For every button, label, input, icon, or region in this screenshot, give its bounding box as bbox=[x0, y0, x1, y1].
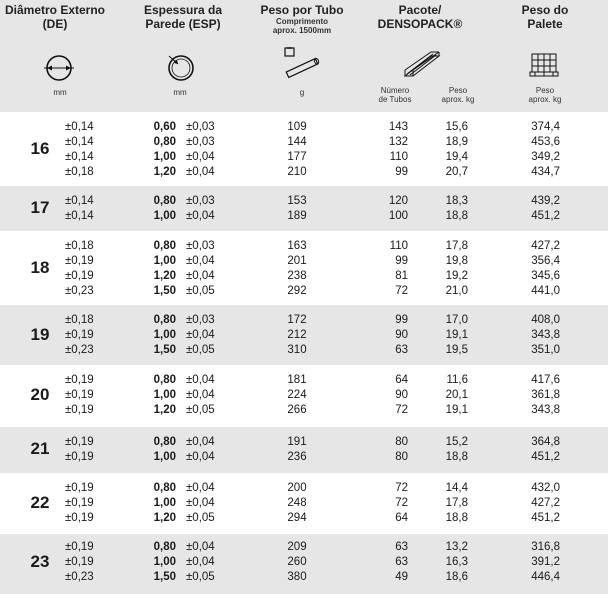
de-tolerance: ±0,14 bbox=[65, 210, 94, 222]
pack-weight: 18,8 bbox=[445, 451, 468, 463]
wall-tolerance: ±0,05 bbox=[186, 571, 215, 583]
tubes-per-pack: 99 bbox=[395, 314, 408, 326]
header-de bbox=[0, 0, 110, 31]
header-peso-title1: Peso por Tubo bbox=[260, 3, 344, 17]
wall-tolerance: ±0,04 bbox=[186, 374, 215, 386]
weight-tube-icon bbox=[282, 46, 322, 80]
pallet-weight: 451,2 bbox=[531, 451, 560, 463]
pallet-weight: 441,0 bbox=[531, 285, 560, 297]
pallet-weight: 432,0 bbox=[531, 482, 560, 494]
tubes-per-pack: 63 bbox=[395, 541, 408, 553]
table-row bbox=[0, 239, 608, 254]
tube-weight: 201 bbox=[287, 255, 307, 267]
pallet-weight: 364,8 bbox=[531, 436, 560, 448]
table-row bbox=[0, 343, 608, 358]
table-row bbox=[0, 403, 608, 418]
wall-tolerance: ±0,04 bbox=[186, 255, 215, 267]
header-pacote bbox=[360, 0, 480, 31]
de-tolerance: ±0,14 bbox=[65, 195, 94, 207]
pallet-weight: 408,0 bbox=[531, 314, 560, 326]
row-group-de-19 bbox=[0, 305, 608, 365]
table-row bbox=[0, 481, 608, 496]
wall-tolerance: ±0,04 bbox=[186, 270, 215, 282]
pack-weight: 11,6 bbox=[446, 374, 468, 386]
wall-thickness: 0,80 bbox=[153, 541, 176, 553]
pallet-weight: 356,4 bbox=[531, 255, 560, 267]
wall-tolerance: ±0,05 bbox=[186, 285, 215, 297]
tube-weight: 266 bbox=[287, 404, 307, 416]
tubes-per-pack: 80 bbox=[395, 451, 408, 463]
wall-thickness: 1,20 bbox=[153, 512, 176, 524]
tube-weight: 260 bbox=[287, 556, 307, 568]
table-row bbox=[0, 555, 608, 570]
table-row bbox=[0, 135, 608, 150]
tube-weight: 191 bbox=[287, 436, 307, 448]
de-tolerance: ±0,14 bbox=[65, 121, 94, 133]
de-tolerance: ±0,23 bbox=[65, 344, 94, 356]
table-row bbox=[0, 435, 608, 450]
tubes-per-pack: 90 bbox=[395, 389, 408, 401]
pallet-weight: 451,2 bbox=[531, 210, 560, 222]
pallet-icon bbox=[527, 50, 561, 80]
table-row bbox=[0, 328, 608, 343]
circle-diameter-icon bbox=[43, 52, 77, 84]
tube-weight: 236 bbox=[287, 451, 307, 463]
wall-tolerance: ±0,04 bbox=[186, 389, 215, 401]
table-row bbox=[0, 269, 608, 284]
de-value: 20 bbox=[30, 384, 50, 404]
de-tolerance: ±0,14 bbox=[65, 136, 94, 148]
tubes-per-pack: 72 bbox=[395, 285, 408, 297]
wall-thickness: 0,80 bbox=[153, 195, 176, 207]
tubes-per-pack: 110 bbox=[389, 151, 408, 163]
pallet-weight: 446,4 bbox=[531, 571, 560, 583]
tube-weight: 212 bbox=[287, 329, 307, 341]
header-pacote-col2a: Peso bbox=[448, 86, 468, 95]
wall-thickness: 0,80 bbox=[153, 136, 176, 148]
wall-thickness: 1,00 bbox=[153, 210, 176, 222]
tubes-per-pack: 64 bbox=[395, 512, 408, 524]
row-group-de-17 bbox=[0, 186, 608, 231]
table-row bbox=[0, 373, 608, 388]
header-de-unit: mm bbox=[53, 88, 67, 97]
wall-thickness: 0,80 bbox=[153, 482, 176, 494]
header-pacote-title1: Pacote/ bbox=[398, 3, 442, 17]
row-group-de-22 bbox=[0, 473, 608, 534]
wall-thickness: 1,00 bbox=[153, 451, 176, 463]
pack-weight: 18,8 bbox=[445, 512, 468, 524]
de-tolerance: ±0,14 bbox=[65, 151, 94, 163]
header-pacote-ntubos bbox=[370, 86, 420, 104]
header-pacote-col2b: aprox. kg bbox=[441, 95, 475, 104]
table-row bbox=[0, 540, 608, 555]
wall-tolerance: ±0,03 bbox=[186, 195, 215, 207]
de-tolerance: ±0,18 bbox=[65, 166, 94, 178]
pallet-weight: 349,2 bbox=[531, 151, 560, 163]
tube-weight: 177 bbox=[287, 151, 307, 163]
wall-thickness: 1,00 bbox=[153, 497, 176, 509]
pack-weight: 17,8 bbox=[445, 240, 468, 252]
de-value: 21 bbox=[30, 439, 50, 458]
wall-tolerance: ±0,03 bbox=[186, 240, 215, 252]
header-peso-sub2: aprox. 1500mm bbox=[272, 26, 332, 35]
tube-weight: 380 bbox=[287, 571, 307, 583]
de-tolerance: ±0,18 bbox=[65, 240, 94, 252]
header-esp-title2: Parede (ESP) bbox=[145, 17, 221, 31]
tube-weight: 310 bbox=[287, 344, 307, 356]
wall-tolerance: ±0,03 bbox=[186, 121, 215, 133]
table-header bbox=[0, 0, 608, 112]
wall-thickness: 1,00 bbox=[153, 151, 176, 163]
wall-tolerance: ±0,04 bbox=[186, 497, 215, 509]
pallet-weight: 316,8 bbox=[531, 541, 560, 553]
pallet-weight: 451,2 bbox=[531, 512, 560, 524]
header-esp bbox=[128, 0, 238, 31]
table-row bbox=[0, 284, 608, 299]
tube-weight: 224 bbox=[287, 389, 307, 401]
pack-weight: 21,0 bbox=[445, 285, 468, 297]
tubes-per-pack: 143 bbox=[388, 121, 408, 133]
de-tolerance: ±0,19 bbox=[65, 512, 94, 524]
table-row bbox=[0, 194, 608, 209]
pack-weight: 19,8 bbox=[445, 255, 468, 267]
wall-thickness-icon bbox=[165, 52, 199, 84]
tube-weight: 189 bbox=[287, 210, 307, 222]
wall-thickness: 1,00 bbox=[153, 389, 176, 401]
wall-tolerance: ±0,04 bbox=[186, 436, 215, 448]
pack-weight: 19,2 bbox=[445, 270, 468, 282]
wall-thickness: 1,20 bbox=[153, 404, 176, 416]
header-peso-sub1: Comprimento bbox=[276, 17, 328, 26]
table-row bbox=[0, 388, 608, 403]
row-group-de-16 bbox=[0, 113, 608, 186]
de-tolerance: ±0,19 bbox=[65, 389, 94, 401]
de-tolerance: ±0,19 bbox=[65, 482, 94, 494]
header-palete-sub2: aprox. kg bbox=[528, 95, 562, 104]
wall-thickness: 0,80 bbox=[153, 240, 176, 252]
pallet-weight: 439,2 bbox=[531, 195, 560, 207]
de-value: 23 bbox=[30, 551, 50, 571]
table-row bbox=[0, 450, 608, 465]
tube-weight: 209 bbox=[287, 541, 307, 553]
pallet-weight: 343,8 bbox=[531, 404, 560, 416]
wall-thickness: 1,00 bbox=[153, 255, 176, 267]
wall-tolerance: ±0,04 bbox=[186, 556, 215, 568]
pack-weight: 15,2 bbox=[445, 436, 468, 448]
tubes-per-pack: 90 bbox=[395, 329, 408, 341]
wall-thickness: 0,80 bbox=[153, 436, 176, 448]
row-group-de-23 bbox=[0, 534, 608, 594]
row-group-de-21 bbox=[0, 427, 608, 473]
de-tolerance: ±0,19 bbox=[65, 541, 94, 553]
tube-weight: 153 bbox=[287, 195, 307, 207]
pallet-weight: 417,6 bbox=[531, 374, 560, 386]
de-value: 16 bbox=[30, 139, 50, 158]
pack-weight: 18,3 bbox=[445, 195, 468, 207]
de-value: 22 bbox=[30, 492, 50, 512]
header-esp-unit: mm bbox=[173, 88, 187, 97]
de-value: 19 bbox=[30, 324, 50, 344]
wall-thickness: 0,80 bbox=[153, 374, 176, 386]
tubes-per-pack: 49 bbox=[395, 571, 408, 583]
wall-tolerance: ±0,03 bbox=[186, 314, 215, 326]
tube-weight: 238 bbox=[287, 270, 307, 282]
row-group-de-18 bbox=[0, 231, 608, 305]
pack-weight: 16,3 bbox=[445, 556, 468, 568]
pack-weight: 20,7 bbox=[445, 166, 468, 178]
tubes-per-pack: 72 bbox=[395, 404, 408, 416]
tube-weight: 292 bbox=[287, 285, 307, 297]
pack-weight: 17,0 bbox=[445, 314, 468, 326]
wall-tolerance: ±0,05 bbox=[186, 404, 215, 416]
de-tolerance: ±0,19 bbox=[65, 255, 94, 267]
pack-weight: 19,1 bbox=[445, 404, 468, 416]
tube-weight: 109 bbox=[287, 121, 307, 133]
de-tolerance: ±0,18 bbox=[65, 314, 94, 326]
pack-weight: 20,1 bbox=[445, 389, 468, 401]
tube-weight: 248 bbox=[287, 497, 307, 509]
tubes-per-pack: 99 bbox=[395, 255, 408, 267]
tube-weight: 181 bbox=[287, 374, 307, 386]
wall-tolerance: ±0,05 bbox=[186, 344, 215, 356]
wall-thickness: 1,00 bbox=[153, 556, 176, 568]
tube-weight: 294 bbox=[287, 512, 307, 524]
pack-weight: 15,6 bbox=[445, 121, 468, 133]
table-row bbox=[0, 165, 608, 180]
pallet-weight: 453,6 bbox=[531, 136, 560, 148]
pallet-weight: 427,2 bbox=[531, 497, 560, 509]
de-tolerance: ±0,23 bbox=[65, 571, 94, 583]
pack-weight: 19,1 bbox=[445, 329, 468, 341]
pallet-weight: 343,8 bbox=[531, 329, 560, 341]
header-palete-sub1: Peso bbox=[535, 86, 555, 95]
pallet-weight: 351,0 bbox=[531, 344, 560, 356]
table-row bbox=[0, 496, 608, 511]
de-tolerance: ±0,23 bbox=[65, 285, 94, 297]
pack-weight: 13,2 bbox=[445, 541, 468, 553]
table-row bbox=[0, 150, 608, 165]
tube-weight: 163 bbox=[287, 240, 307, 252]
header-de-title2: (DE) bbox=[42, 17, 68, 31]
header-pacote-col1b: de Tubos bbox=[378, 95, 412, 104]
table-row bbox=[0, 313, 608, 328]
de-tolerance: ±0,19 bbox=[65, 497, 94, 509]
table-row bbox=[0, 570, 608, 585]
wall-tolerance: ±0,04 bbox=[186, 329, 215, 341]
header-palete-title2: Palete bbox=[527, 17, 563, 31]
table-row bbox=[0, 120, 608, 135]
de-value: 17 bbox=[30, 198, 50, 217]
wall-tolerance: ±0,04 bbox=[186, 166, 215, 178]
tube-weight: 200 bbox=[287, 482, 307, 494]
tubes-per-pack: 110 bbox=[389, 240, 408, 252]
wall-thickness: 0,80 bbox=[153, 314, 176, 326]
wall-tolerance: ±0,04 bbox=[186, 451, 215, 463]
pack-weight: 14,4 bbox=[445, 482, 468, 494]
wall-thickness: 1,50 bbox=[153, 344, 176, 356]
pallet-weight: 434,7 bbox=[531, 166, 560, 178]
tubes-per-pack: 81 bbox=[395, 270, 408, 282]
header-peso bbox=[252, 0, 352, 35]
pallet-weight: 361,8 bbox=[531, 389, 560, 401]
tube-bundle-icon bbox=[403, 50, 441, 80]
wall-tolerance: ±0,04 bbox=[186, 151, 215, 163]
de-value: 18 bbox=[30, 258, 50, 277]
pack-weight: 18,9 bbox=[445, 136, 468, 148]
tubes-per-pack: 64 bbox=[395, 374, 408, 386]
table-row bbox=[0, 511, 608, 526]
de-tolerance: ±0,19 bbox=[65, 404, 94, 416]
header-pacote-peso bbox=[433, 86, 483, 104]
pack-weight: 19,4 bbox=[445, 151, 468, 163]
wall-thickness: 1,20 bbox=[153, 166, 176, 178]
tubes-per-pack: 100 bbox=[388, 210, 408, 222]
tubes-per-pack: 63 bbox=[395, 344, 408, 356]
wall-thickness: 1,00 bbox=[153, 329, 176, 341]
de-tolerance: ±0,19 bbox=[65, 374, 94, 386]
wall-tolerance: ±0,05 bbox=[186, 512, 215, 524]
pack-weight: 18,8 bbox=[445, 210, 468, 222]
de-tolerance: ±0,19 bbox=[65, 329, 94, 341]
wall-thickness: 1,20 bbox=[153, 270, 176, 282]
wall-thickness: 1,50 bbox=[153, 571, 176, 583]
de-tolerance: ±0,19 bbox=[65, 270, 94, 282]
table-row bbox=[0, 254, 608, 269]
header-pacote-col1a: Número bbox=[380, 86, 410, 95]
pallet-weight: 391,2 bbox=[531, 556, 560, 568]
wall-tolerance: ±0,04 bbox=[186, 210, 215, 222]
tubes-per-pack: 120 bbox=[388, 195, 408, 207]
header-esp-title1: Espessura da bbox=[143, 3, 223, 17]
header-palete-unit bbox=[520, 86, 570, 104]
tube-weight: 172 bbox=[287, 314, 307, 326]
wall-tolerance: ±0,04 bbox=[186, 482, 215, 494]
wall-thickness: 0,60 bbox=[153, 121, 176, 133]
header-palete-title1: Peso do bbox=[521, 3, 569, 17]
pallet-weight: 374,4 bbox=[531, 121, 560, 133]
header-peso-unit: g bbox=[299, 88, 305, 97]
tubes-per-pack: 99 bbox=[395, 166, 408, 178]
tubes-per-pack: 80 bbox=[395, 436, 408, 448]
de-tolerance: ±0,19 bbox=[65, 451, 94, 463]
pack-weight: 18,6 bbox=[445, 571, 468, 583]
tubes-per-pack: 132 bbox=[388, 136, 408, 148]
tubes-per-pack: 72 bbox=[395, 497, 408, 509]
pack-weight: 19,5 bbox=[445, 344, 468, 356]
row-group-de-20 bbox=[0, 365, 608, 427]
header-de-title1: Diâmetro Externo bbox=[4, 3, 106, 17]
header-pacote-title2: DENSOPACK® bbox=[377, 17, 463, 31]
header-palete bbox=[500, 0, 590, 31]
pallet-weight: 345,6 bbox=[531, 270, 560, 282]
tube-weight: 210 bbox=[287, 166, 307, 178]
wall-tolerance: ±0,03 bbox=[186, 136, 215, 148]
tube-weight: 144 bbox=[287, 136, 307, 148]
de-tolerance: ±0,19 bbox=[65, 556, 94, 568]
de-tolerance: ±0,19 bbox=[65, 436, 94, 448]
pallet-weight: 427,2 bbox=[531, 240, 560, 252]
wall-tolerance: ±0,04 bbox=[186, 541, 215, 553]
wall-thickness: 1,50 bbox=[153, 285, 176, 297]
tubes-per-pack: 63 bbox=[395, 556, 408, 568]
pack-weight: 17,8 bbox=[445, 497, 468, 509]
table-row bbox=[0, 209, 608, 224]
tubes-per-pack: 72 bbox=[395, 482, 408, 494]
